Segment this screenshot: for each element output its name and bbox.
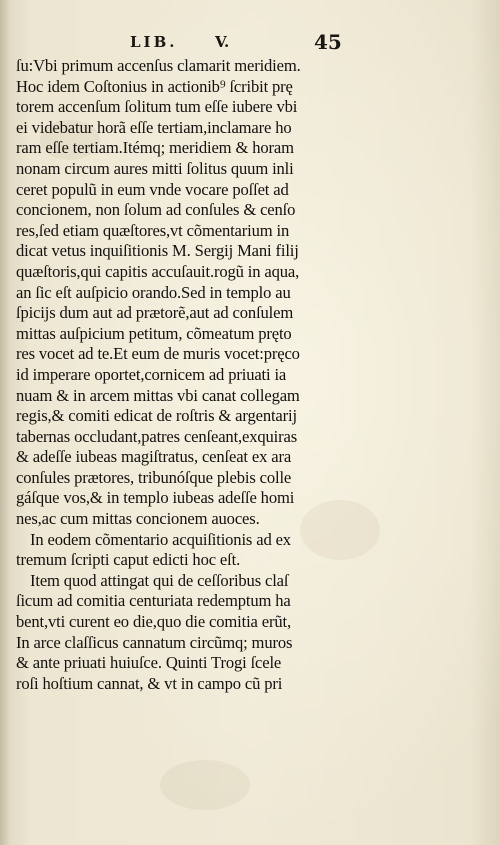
running-title: LIB. <box>130 33 178 51</box>
text-line: tabernas occludant,patres cenſeant,exquiras <box>16 426 298 446</box>
text-line: torem accenſum ſolitum tum eſſe iubere vbi <box>16 97 298 117</box>
text-line: ſu:Vbi primum accenſus clamarit meridiem. <box>16 56 301 75</box>
text-line: Item quod attingat qui de ceſſoribus claſ <box>30 570 289 590</box>
text-line: & adeſſe iubeas magiſtratus, cenſeat ex ara <box>16 447 292 467</box>
text-line: an ſic eſt auſpicio orando.Sed in templo au <box>16 282 291 302</box>
text-line: In eodem cõmentario acquiſitionis ad ex <box>30 529 291 549</box>
text-line: ei videbatur horã eſſe tertiam,inclamare ho <box>16 117 292 137</box>
text-line: id imperare oportet,cornicem ad priuati ia <box>16 364 287 384</box>
text-line: ram eſſe tertiam.Itémq; meridiem & horam <box>16 138 294 158</box>
text-line: tremum ſcripti caput edicti hoc eſt. <box>16 550 241 570</box>
book-number: V. <box>215 33 230 51</box>
text-line: gáſque vos,& in templo iubeas adeſſe homi <box>16 488 295 508</box>
text-line: roſi hoſtium cannat, & vt in campo cũ pri <box>16 673 283 693</box>
spine-shadow <box>0 0 10 845</box>
text-line: ſicum ad comitia centuriata redemptum ha <box>16 591 291 611</box>
text-line: dicat vetus inquiſitionis M. Sergij Mani filij <box>16 241 299 261</box>
text-line: quæſtoris,qui capitis accuſauit.rogũ in aqua, <box>16 261 300 281</box>
text-block <box>16 56 372 694</box>
text-line: concionem, non ſolum ad conſules & cenſo <box>16 200 296 220</box>
paper-stain <box>160 760 250 810</box>
page-header <box>0 30 500 54</box>
text-line: ſpicijs dum aut ad prætorẽ,aut ad conſulem <box>16 303 294 323</box>
text-line: res,ſed etiam quæſtores,vt cõmentarium in <box>16 220 290 240</box>
page-number: 45 <box>314 30 342 54</box>
text-line: ceret populũ in eum vnde vocare poſſet ad <box>16 179 289 199</box>
text-line: bent,vti curent eo die,quo die comitia erũt, <box>16 612 291 632</box>
text-line: nonam circum aures mitti ſolitus quum inli <box>16 158 294 178</box>
text-line: nuam & in arcem mittas vbi canat collegam <box>16 385 300 405</box>
text-line: conſules prætores, tribunóſque plebis colle <box>16 467 292 487</box>
text-line: In arce claſſicus cannatum circũmq; muros <box>16 632 293 652</box>
text-line: res vocet ad te.Et eum de muris vocet:pręco <box>16 344 300 364</box>
text-line: mittas auſpicium petitum, cõmeatum prętο <box>16 323 292 343</box>
text-line: Hoc idem Coſtonius in actionib⁹ ſcribit prę <box>16 76 293 96</box>
text-line: & ante priuati huiuſce. Quinti Trogi ſcele <box>16 653 282 673</box>
text-line: regis,& comiti edicat de roſtris & argentarij <box>16 406 297 426</box>
text-line: nes,ac cum mittas concionem auoces. <box>16 509 260 529</box>
